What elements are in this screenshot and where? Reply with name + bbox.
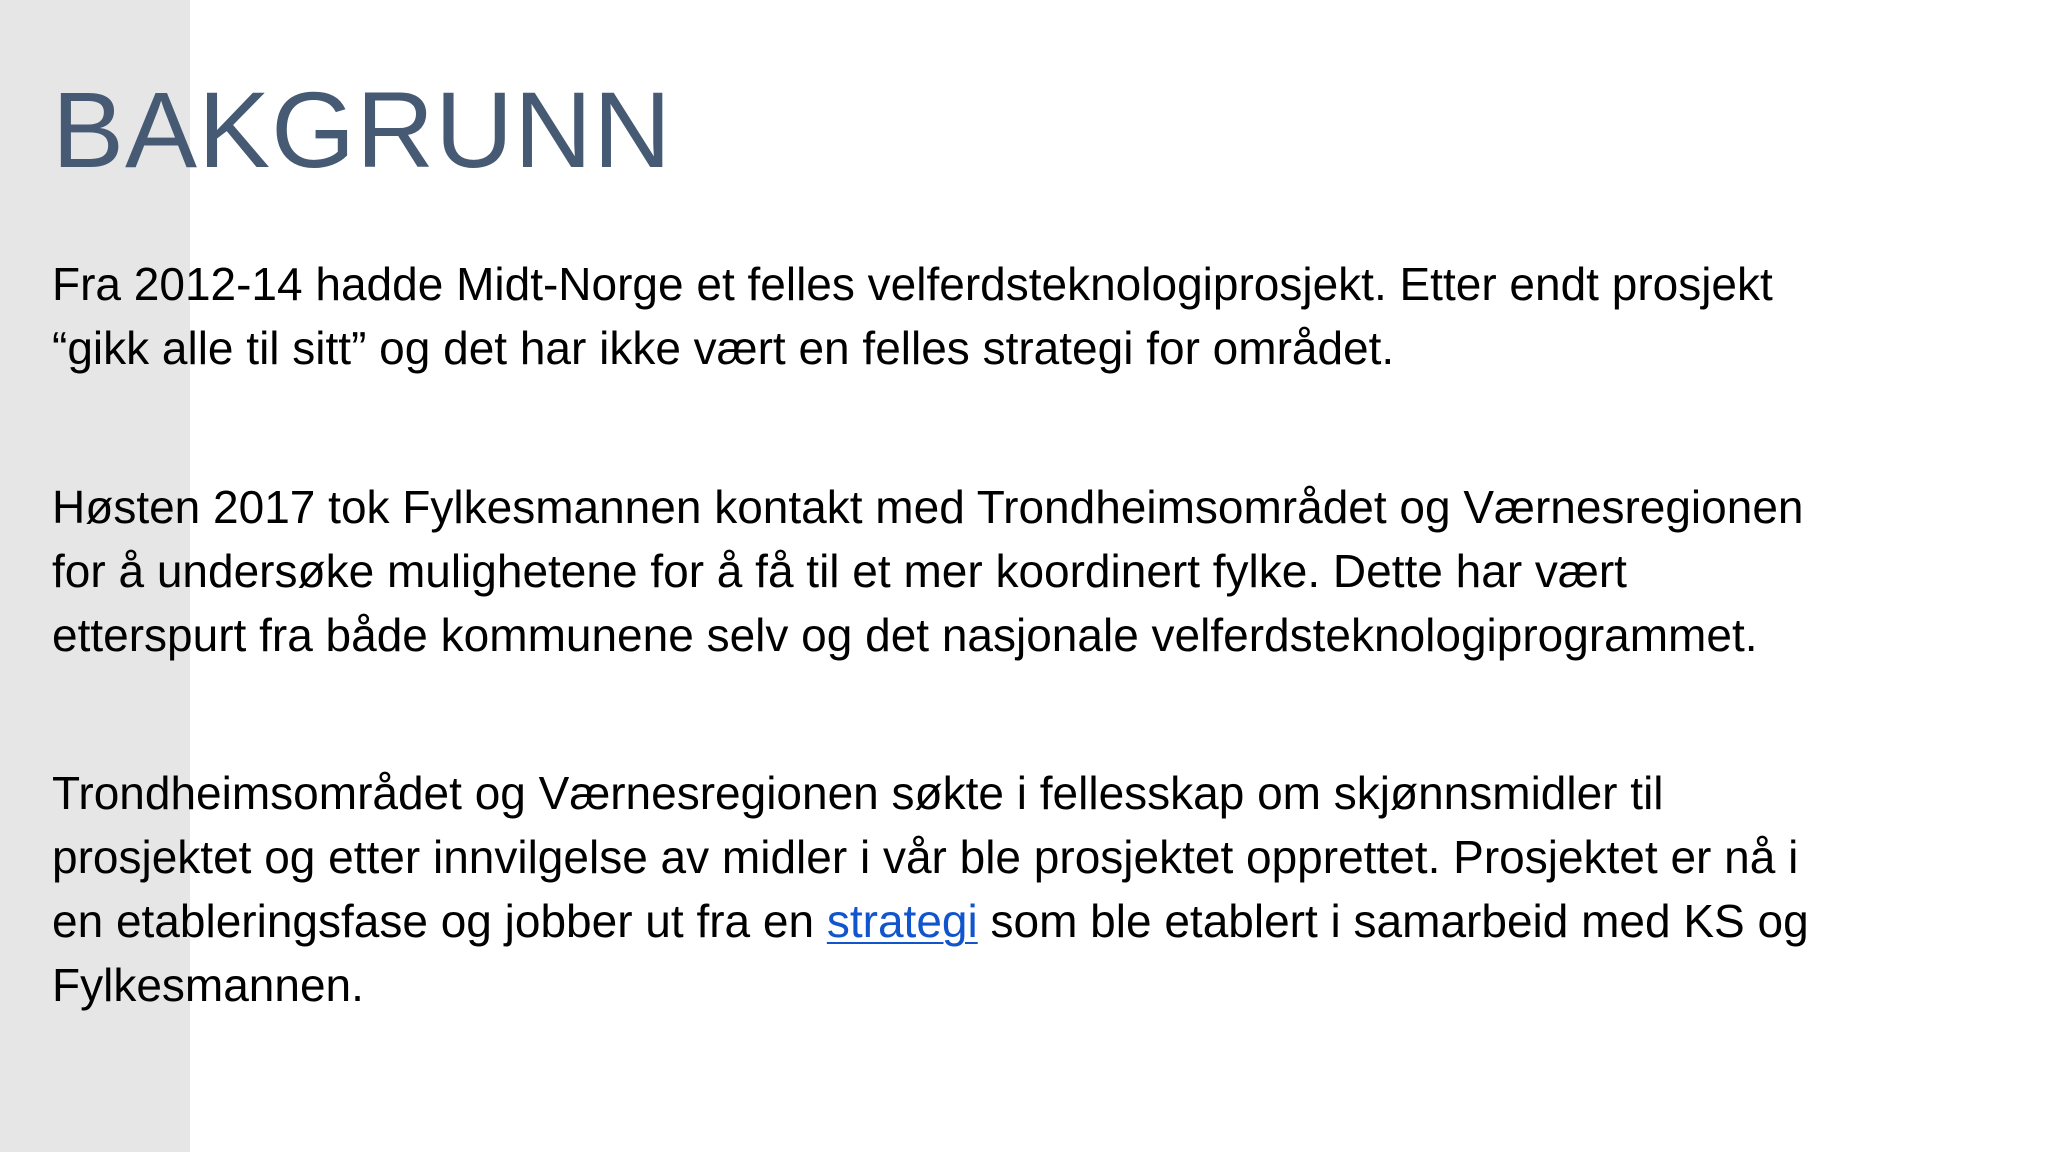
- paragraph-line: Fra 2012-14 hadde Midt-Norge et felles velferdsteknologiprosjekt. Etter endt prosjekt: [52, 258, 1773, 310]
- paragraph-project-status: [52, 761, 1809, 1017]
- strategi-link[interactable]: strategi: [826, 895, 978, 947]
- paragraph-line: Høsten 2017 tok Fylkesmannen kontakt med Trondheimsområdet og Værnesregionen: [52, 481, 1804, 533]
- paragraph-line: Trondheimsområdet og Værnesregionen søkte i fellesskap om skjønnsmidler til: [52, 767, 1664, 819]
- paragraph-background-history: [52, 252, 1773, 380]
- paragraph-text: en etableringsfase og jobber ut fra en: [52, 895, 827, 947]
- slide-title: BAKGRUNN: [52, 69, 673, 190]
- paragraph-line: etterspurt fra både kommunene selv og det nasjonale velferdsteknologiprogrammet.: [52, 609, 1758, 661]
- paragraph-text: som ble etablert i samarbeid med KS og: [977, 895, 1809, 947]
- paragraph-line: for å undersøke mulighetene for å få til et mer koordinert fylke. Dette har vært: [52, 545, 1627, 597]
- paragraph-line-with-link: [52, 889, 1809, 953]
- paragraph-line: prosjektet og etter innvilgelse av midler i vår ble prosjektet opprettet. Prosjektet er nå i: [52, 831, 1799, 883]
- paragraph-line: “gikk alle til sitt” og det har ikke vært en felles strategi for området.: [52, 322, 1395, 374]
- paragraph-fylkesmannen-contact: [52, 475, 1803, 667]
- paragraph-line: Fylkesmannen.: [52, 959, 364, 1011]
